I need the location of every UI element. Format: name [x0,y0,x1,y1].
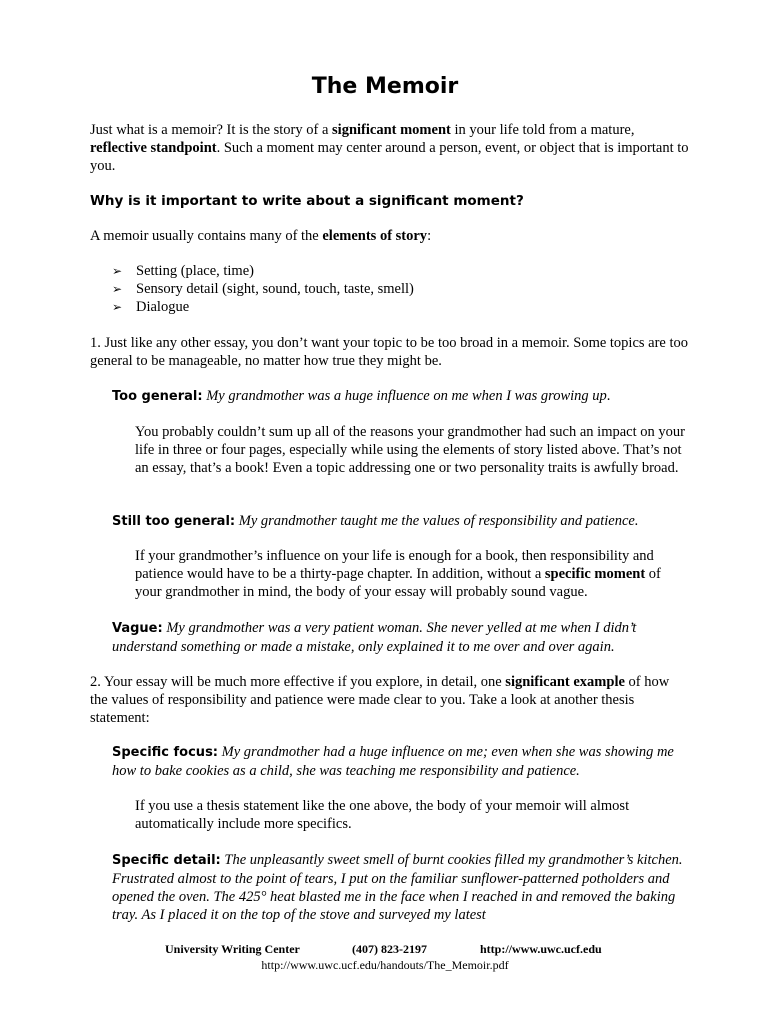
still-expl-text-1: If your grandmother’s influence on your life is enough for a book, then responsibility and patience would have to be a thirty-page chapter. In addition, without a [135,548,654,582]
elements-text-2: : [427,228,432,244]
list-item-text: Dialogue [136,299,190,315]
vague-label: Vague: [112,621,163,636]
footer-url-link[interactable]: http://www.uwc.ucf.edu/handouts/The_Memoir.pdf [261,958,509,972]
intro-bold-2: reflective standpoint [90,140,217,156]
footer-site-link[interactable]: http://www.uwc.ucf.edu [480,942,602,956]
too-general-example [112,387,692,406]
elements-list [112,262,414,316]
too-general-explanation: You probably couldn’t sum up all of the reasons your grandmother had such an impact on your life in three or four pages, especially while using the elements of story listed above. That’s not an essay, that’s a book! Even a topic addressing one or two personality traits is awfully broad. [135,424,685,476]
arrow-bullet-icon: ➢ [112,282,123,296]
point-2-paragraph [90,673,690,727]
intro-bold-1: significant moment [332,122,451,138]
list-item [112,262,414,280]
intro-paragraph [90,121,690,175]
specific-detail-label: Specific detail: [112,853,221,868]
vague-text: My grandmother was a very patient woman. She never yelled at me when I didn’t understand something or made a mistake, only explained it to me over and over again. [112,620,637,655]
intro-text-2: in your life told from a mature, [450,122,635,138]
intro-text-3: . Such a moment may center around a person, event, or object that is important to you. [90,140,689,174]
point-1-paragraph: 1. Just like any other essay, you don’t want your topic to be too broad in a memoir. Some topics are too general to be manageable, no matter how true they might be. [90,335,689,369]
too-general-label: Too general: [112,389,203,404]
heading-why: Why is it important to write about a significant moment? [90,193,524,209]
footer-org: University Writing Center [165,942,300,956]
still-expl-bold: specific moment [544,566,646,582]
arrow-bullet-icon: ➢ [112,264,123,278]
still-too-general-label: Still too general: [112,514,236,529]
specific-focus-example [112,743,692,780]
page-title: The Memoir [311,74,459,99]
elements-intro [90,227,690,245]
specific-detail-example [112,851,692,924]
point-2-text-2: of how the values of responsibility and patience were made clear to you. Take a look at another thesis statement: [90,674,670,726]
vague-example [112,619,692,656]
point-2-text-1: 2. Your essay will be much more effective if you explore, in detail, one [90,674,506,690]
list-item-text: Setting (place, time) [136,263,254,279]
still-too-general-explanation [135,547,690,601]
too-general-period: . [606,388,611,404]
list-item-text: Sensory detail (sight, sound, touch, taste, smell) [136,281,414,297]
list-item [112,298,414,316]
specific-detail-text: The unpleasantly sweet smell of burnt cookies filled my grandmother’s kitchen. Frustrated almost to the point of tears, I put on the familiar sunflower-patterned potholders and opened the oven. The 425° heat blasted me in the face when I reached in and removed the baking tray. As I placed it on the top of the stove and surveyed my latest [112,852,683,923]
intro-text-1: Just what is a memoir? It is the story of a [90,122,333,138]
footer-phone: (407) 823-2197 [352,942,427,956]
still-expl-text-2: of your grandmother in mind, the body of your essay will probably sound vague. [135,566,661,600]
list-item [112,280,414,298]
elements-text-1: A memoir usually contains many of the [90,228,323,244]
point-2-bold: significant example [505,674,625,690]
specific-focus-label: Specific focus: [112,745,218,760]
specific-focus-text: My grandmother had a huge influence on me; even when she was showing me how to bake cookies as a child, she was teaching me responsibility and patience. [112,744,674,779]
still-too-general-text: My grandmother taught me the values of responsibility and patience. [235,513,639,529]
too-general-text: My grandmother was a huge influence on me when I was growing up [202,388,607,404]
arrow-bullet-icon: ➢ [112,300,123,314]
still-too-general-example [112,512,692,531]
elements-bold: elements of story [322,228,428,244]
specific-focus-explanation: If you use a thesis statement like the one above, the body of your memoir will almost automatically include more specifics. [135,798,630,832]
